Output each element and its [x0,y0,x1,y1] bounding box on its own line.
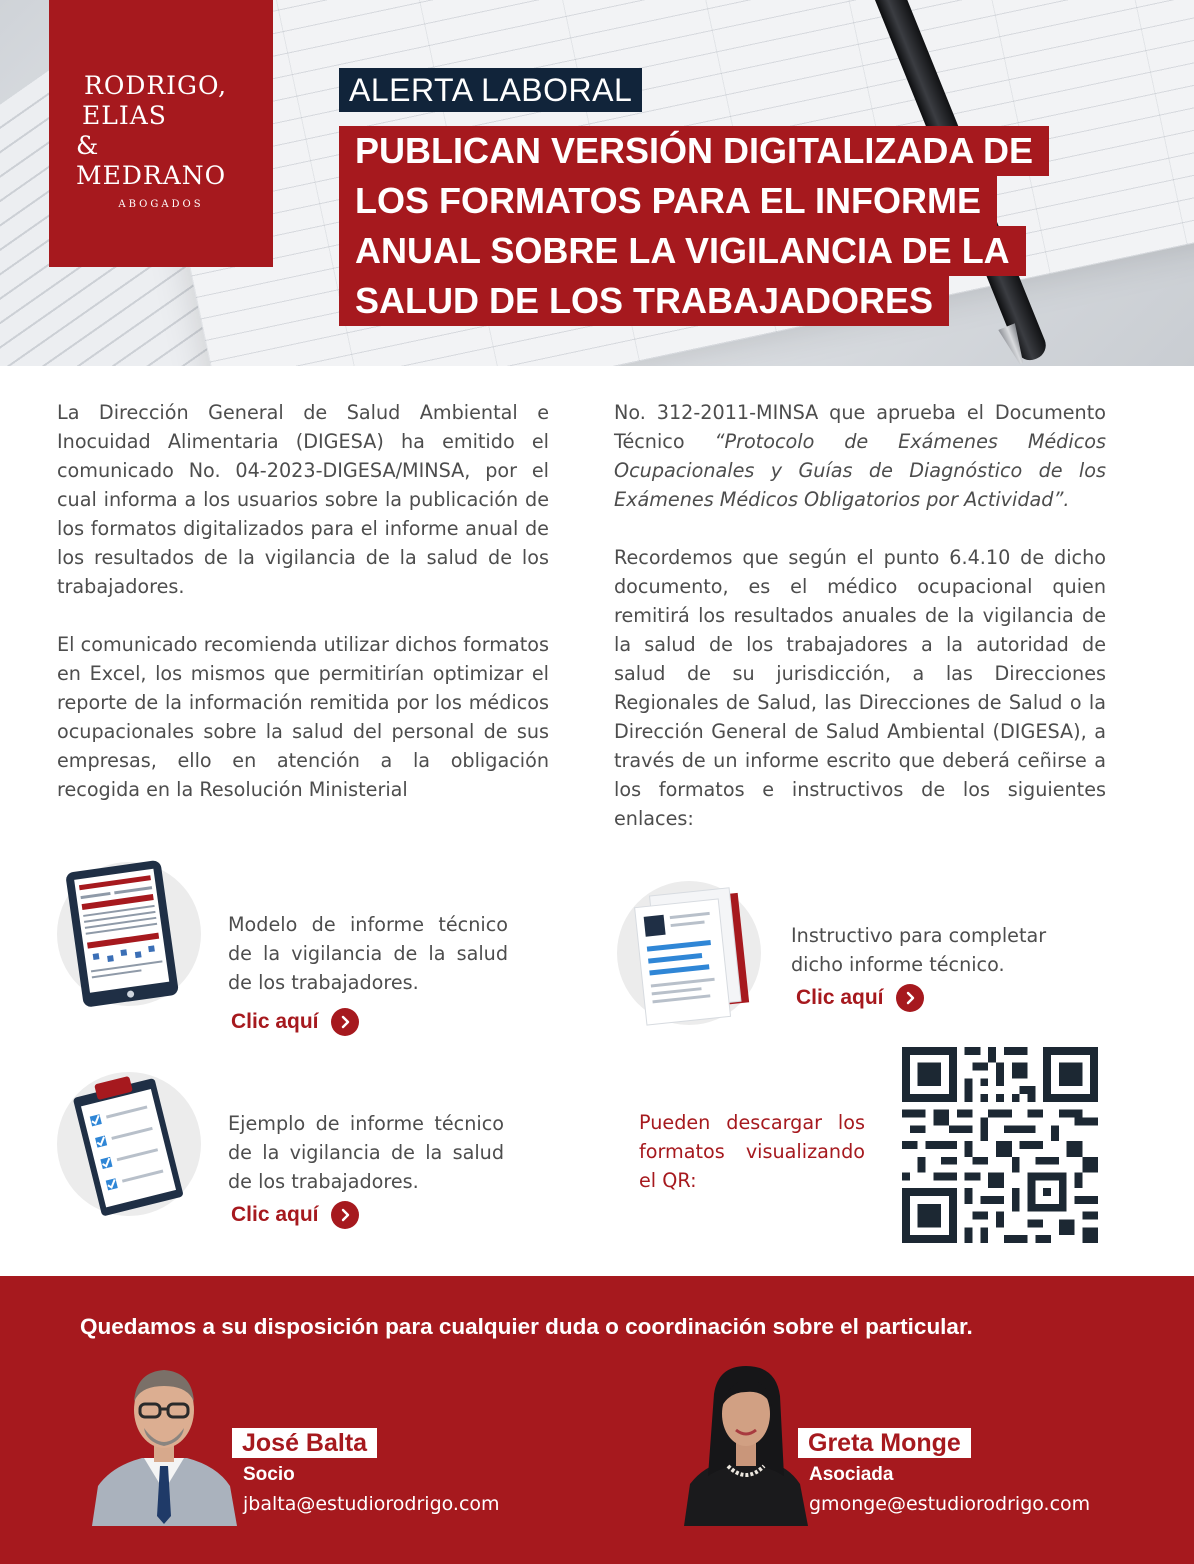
logo-subtitle: ABOGADOS [118,199,204,210]
jose-balta-role: Socio [243,1464,295,1485]
paragraph-comunicado: El comunicado recomienda utilizar dichos formatos en Excel, los mismos que permitirían optimizar el reporte de la información remitida por los médicos ocupacionales sobre la salud del personal de sus empresas, ello en atención a la obligación recogida en la Resolución Ministerial [57,633,549,801]
modelo-text: Modelo de informe técnico de la vigilancia de la salud de los trabajadores. [228,913,508,994]
footer-message: Quedamos a su disposición para cualquier duda o coordinación sobre el particular. [80,1314,973,1339]
document-icon [622,884,762,1029]
ejemplo-link[interactable] [231,1201,359,1229]
footer-contacts [0,1276,1194,1564]
logo-line-1: RODRIGO, [84,71,228,100]
logo-line-2: ELIAS [82,101,167,130]
avatar-greta-monge [684,1366,808,1526]
body-column-left [57,398,549,833]
clipboard-checklist-icon [64,1074,194,1219]
paragraph-digesa: La Dirección General de Salud Ambiental e Inocuidad Alimentaria (DIGESA) ha emitido el comunicado No. 04-2023-DIGESA/MINSA, por el cual informa a los usuarios sobre la publicación de los formatos digitalizados para el informe anual de los resultados de la vigilancia de la salud de los trabajadores. [57,401,549,598]
greta-monge-email[interactable]: gmonge@estudiorodrigo.com [809,1493,1091,1515]
tablet-form-icon [60,858,180,1008]
paragraph-recordemos: Recordemos que según el punto 6.4.10 de dicho documento, es el médico ocupacional quien remitirá los resultados anuales de la vigilancia de la salud de los trabajadores a la autoridad de salud de su jurisdicción, a las Direcciones Regionales de Salud, las Direcciones de Salud o la Dirección General de Salud Ambiental (DIGESA), a través de un informe escrito que deberá ceñirse a los formatos e instructivos de los siguientes enlaces: [614,546,1106,830]
chevron-right-icon[interactable] [331,1008,359,1036]
chevron-right-icon[interactable] [331,1201,359,1229]
instructivo-link-label[interactable]: Clic aquí [796,986,884,1009]
title-line-1: PUBLICAN VERSIÓN DIGITALIZADA DE [339,126,1049,176]
paragraph-resolucion [614,398,1106,514]
title-line-3: ANUAL SOBRE LA VIGILANCIA DE LA [339,226,1026,276]
greta-monge-name: Greta Monge [798,1428,971,1458]
title-line-4: SALUD DE LOS TRABAJADORES [339,276,949,326]
ejemplo-text: Ejemplo de informe técnico de la vigilancia de la salud de los trabajadores. [228,1112,504,1193]
firm-logo [49,0,273,267]
jose-balta-name: José Balta [232,1428,377,1458]
ejemplo-link-label[interactable]: Clic aquí [231,1203,319,1226]
instructivo-text: Instructivo para completar dicho informe técnico. [791,924,1047,976]
body-column-right [614,398,1106,862]
jose-balta-email[interactable]: jbalta@estudiorodrigo.com [243,1493,500,1515]
modelo-link[interactable] [231,1008,359,1036]
qr-instructions: Pueden descargar los formatos visualizando el QR: [639,1111,865,1192]
avatar-jose-balta [92,1366,237,1526]
chevron-right-icon[interactable] [896,984,924,1012]
qr-code-icon[interactable] [902,1047,1098,1243]
header-banner [0,0,1194,366]
greta-monge-role: Asociada [809,1464,894,1485]
resolucion-text: No. 312-2011-MINSA que aprueba el Documento Técnico [614,401,1106,453]
title-line-2: LOS FORMATOS PARA EL INFORME [339,176,997,226]
page-title [339,126,1059,326]
protocolo-title: “Protocolo de Exámenes Médicos Ocupacionales y Guías de Diagnóstico de los Exámenes Médicos Obligatorios por Actividad”. [614,430,1106,511]
instructivo-link[interactable] [796,984,924,1012]
modelo-link-label[interactable]: Clic aquí [231,1010,319,1033]
alert-tag: ALERTA LABORAL [339,68,642,112]
logo-line-3: & MEDRANO [76,131,227,190]
